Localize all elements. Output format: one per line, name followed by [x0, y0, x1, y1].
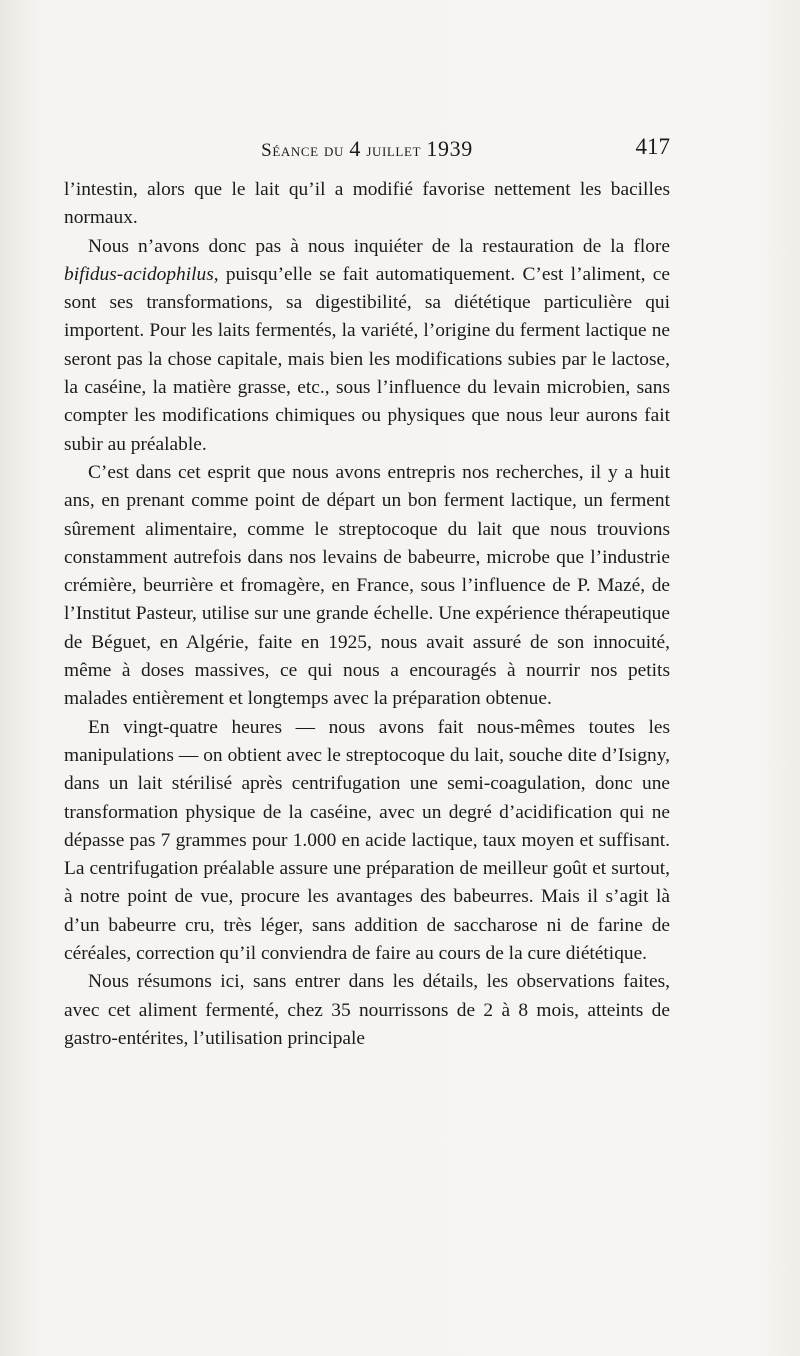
paragraph: En vingt-quatre heures — nous avons fait nous-mêmes toutes les manipulations — on obtient avec le streptocoque du lait, souche dite d’Isigny, dans un lait stérilisé après centrifugation une semi-coagulation, donc une transformation physique de la caséine, avec un degré d’acidification qui ne dépasse pas 7 grammes pour 1.000 en acide lactique, taux moyen et suffisant. La centrifugation préalable assure une préparation de meilleur goût et surtout, à notre point de vue, procure les avantages des babeurres. Mais il s’agit là d’un babeurre cru, très léger, sans addition de saccharose ni de farine de céréales, correction qu’il conviendra de faire au cours de la cure diététique. — [64, 716, 670, 965]
text-run: Nous n’avons donc pas à nous inquiéter de la restauration de la flore — [88, 235, 670, 257]
body-text — [64, 176, 670, 1053]
paragraph: Nous résumons ici, sans entrer dans les détails, les observations faites, avec cet aliment fermenté, chez 35 nourrissons de 2 à 8 mois, atteints de gastro-entérites, l’utilisation principale — [64, 971, 670, 1049]
text-run: , puisqu’elle se fait automatiquement. C’est l’aliment, ce sont ses transformations, sa digestibilité, sa diététique particulière qui importent. Pour les laits fermentés, la variété, l’origine du ferment lactique ne seront pas la chose capitale, mais bien les modifications subies par le lactose, la caséine, la matière grasse, etc., sous l’influence du levain microbien, sans compter les modifications chimiques ou physiques que nous leur aurons fait subir au préalable. — [64, 263, 670, 455]
running-title — [64, 136, 670, 162]
running-title-day: 4 — [349, 136, 361, 161]
italic-term: bifidus-acidophilus — [64, 263, 214, 285]
paragraph: C’est dans cet esprit que nous avons entrepris nos recherches, il y a huit ans, en prenant comme point de départ un bon ferment lactique, un ferment sûrement alimentaire, comme le streptocoque du lait que nous trouvions constamment autrefois dans nos levains de babeurre, microbe que l’industrie crémière, beurrière et fromagère, en France, sous l’influence de P. Mazé, de l’Institut Pasteur, utilise sur une grande échelle. Une expérience thérapeutique de Béguet, en Algérie, faite en 1925, nous avait assuré de son innocuité, même à doses massives, ce qui nous a encouragés à nourrir nos petits malades entièrement et longtemps avec la préparation obtenue. — [64, 461, 670, 710]
running-title-year: 1939 — [426, 136, 473, 161]
paragraph — [64, 233, 670, 459]
page-number: 417 — [635, 134, 670, 159]
running-title-part: juillet — [360, 140, 427, 161]
running-title-part: Séance du — [261, 140, 350, 161]
paragraph: l’intestin, alors que le lait qu’il a modifié favorise nettement les bacilles normaux. — [64, 179, 670, 229]
running-head — [64, 132, 670, 166]
